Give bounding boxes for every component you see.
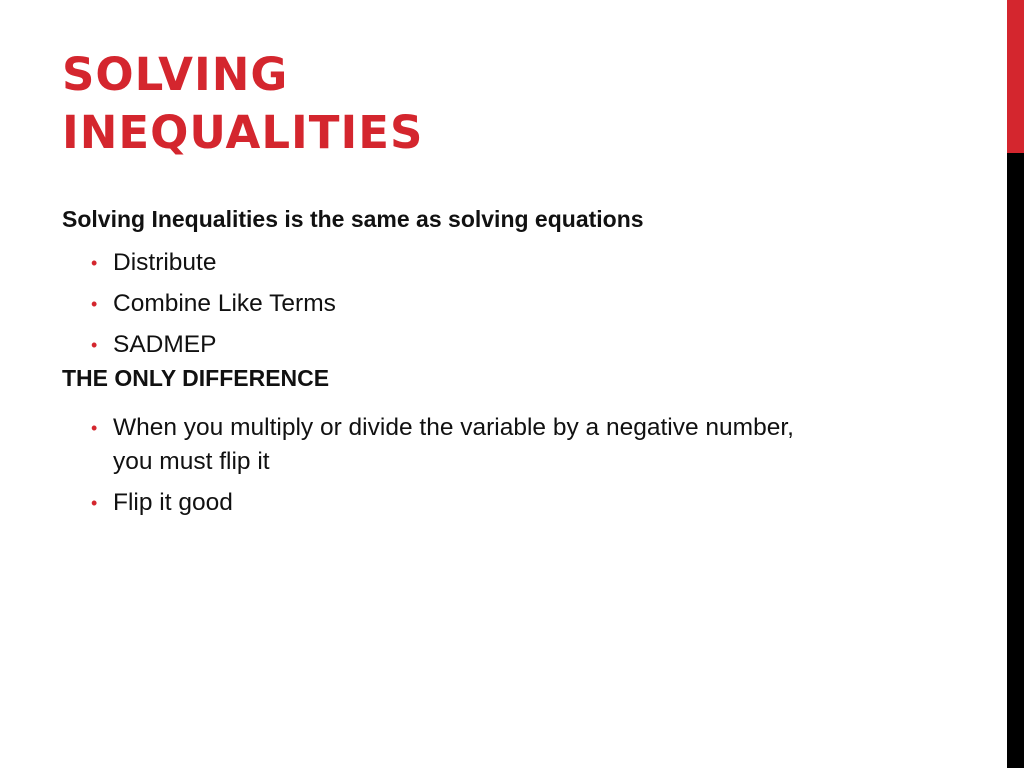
bullet-text: When you multiply or divide the variable by a negative number, you must flip it [113,414,794,475]
bullet-text: Combine Like Terms [113,290,336,317]
bullet-text: Flip it good [113,489,233,516]
bullet-text: Distribute [113,249,217,276]
side-accent-red-segment [1007,0,1024,153]
bullet-item-sadmep [62,328,822,362]
slide-title [62,46,423,162]
bullet-item-distribute [62,246,822,280]
bullet-item-combine-like-terms [62,287,822,321]
bullet-dot-icon: • [91,493,98,513]
side-accent-bar [1007,0,1024,768]
bullet-dot-icon: • [91,294,98,314]
bullet-item-flip-it-good [62,486,822,520]
bullet-list-steps [62,246,822,362]
bullet-item-flip-rule [62,411,822,479]
slide-body [62,202,822,527]
bullet-text: SADMEP [113,331,217,358]
bullet-list-difference [62,411,822,520]
bullet-dot-icon: • [91,253,98,273]
slide-title-line-1: SOLVING [62,48,289,101]
slide-title-line-2: INEQUALITIES [62,106,424,159]
section-heading-same-as-equations: Solving Inequalities is the same as solving equations [62,206,644,232]
section-heading-only-difference: THE ONLY DIFFERENCE [62,365,330,391]
bullet-dot-icon: • [91,335,98,355]
bullet-dot-icon: • [91,418,98,438]
